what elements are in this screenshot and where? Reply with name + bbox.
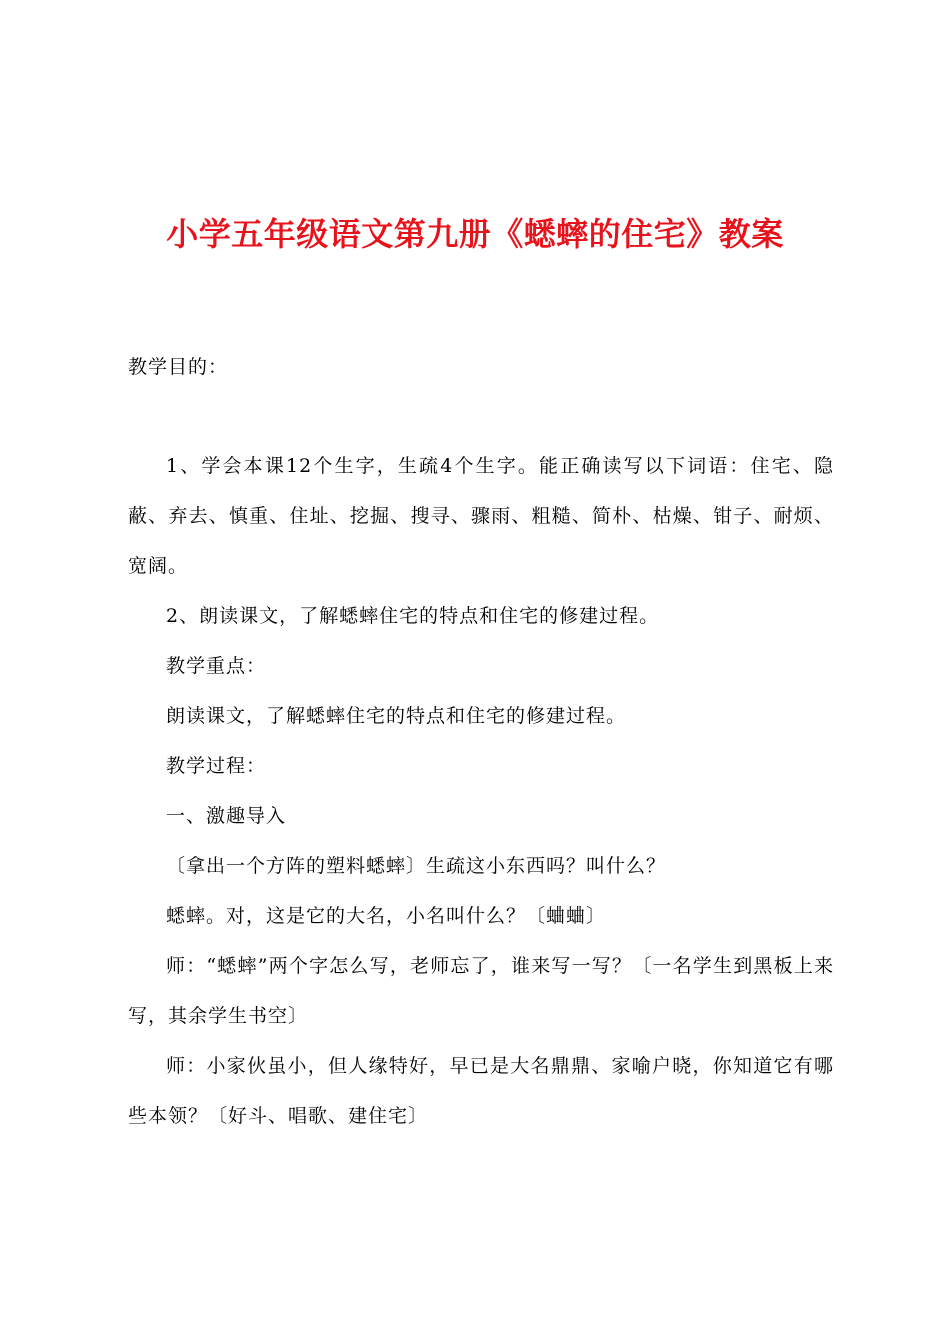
document-body	[128, 441, 834, 1141]
paragraph-writing-task: 师：“蟋蟀”两个字怎么写，老师忘了，谁来写一写？〔一名学生到黑板上来写，其余学生书空〕	[128, 955, 834, 1027]
paragraph-intro-question: 〔拿出一个方阵的塑料蟋蟀〕生疏这小东西吗？叫什么？	[166, 855, 667, 877]
paragraph-objective-1: 1、学会本课12个生字，生疏4个生字。能正确读写以下词语：住宅、隐蔽、弃去、慎重、住址、挖掘、搜寻、骤雨、粗糙、简朴、枯燥、钳子、耐烦、宽阔。	[128, 455, 834, 577]
objectives-heading: 教学目的：	[128, 356, 229, 378]
paragraph-nickname: 蟋蟀。对，这是它的大名，小名叫什么？〔蛐蛐〕	[166, 905, 607, 927]
paragraph-section-1-heading: 一、激趣导入	[166, 805, 287, 827]
paragraph-objective-2: 2、朗读课文，了解蟋蟀住宅的特点和住宅的修建过程。	[166, 605, 660, 627]
paragraph-key-points: 朗读课文，了解蟋蟀住宅的特点和住宅的修建过程。	[166, 705, 627, 727]
paragraph-process-heading: 教学过程：	[166, 755, 267, 777]
paragraph-key-points-heading: 教学重点：	[166, 655, 267, 677]
document-title: 小学五年级语文第九册《蟋蟀的住宅》教案	[166, 215, 784, 253]
paragraph-abilities: 师：小家伙虽小，但人缘特好，早已是大名鼎鼎、家喻户晓，你知道它有哪些本领？〔好斗、唱歌、建住宅〕	[128, 1055, 834, 1127]
